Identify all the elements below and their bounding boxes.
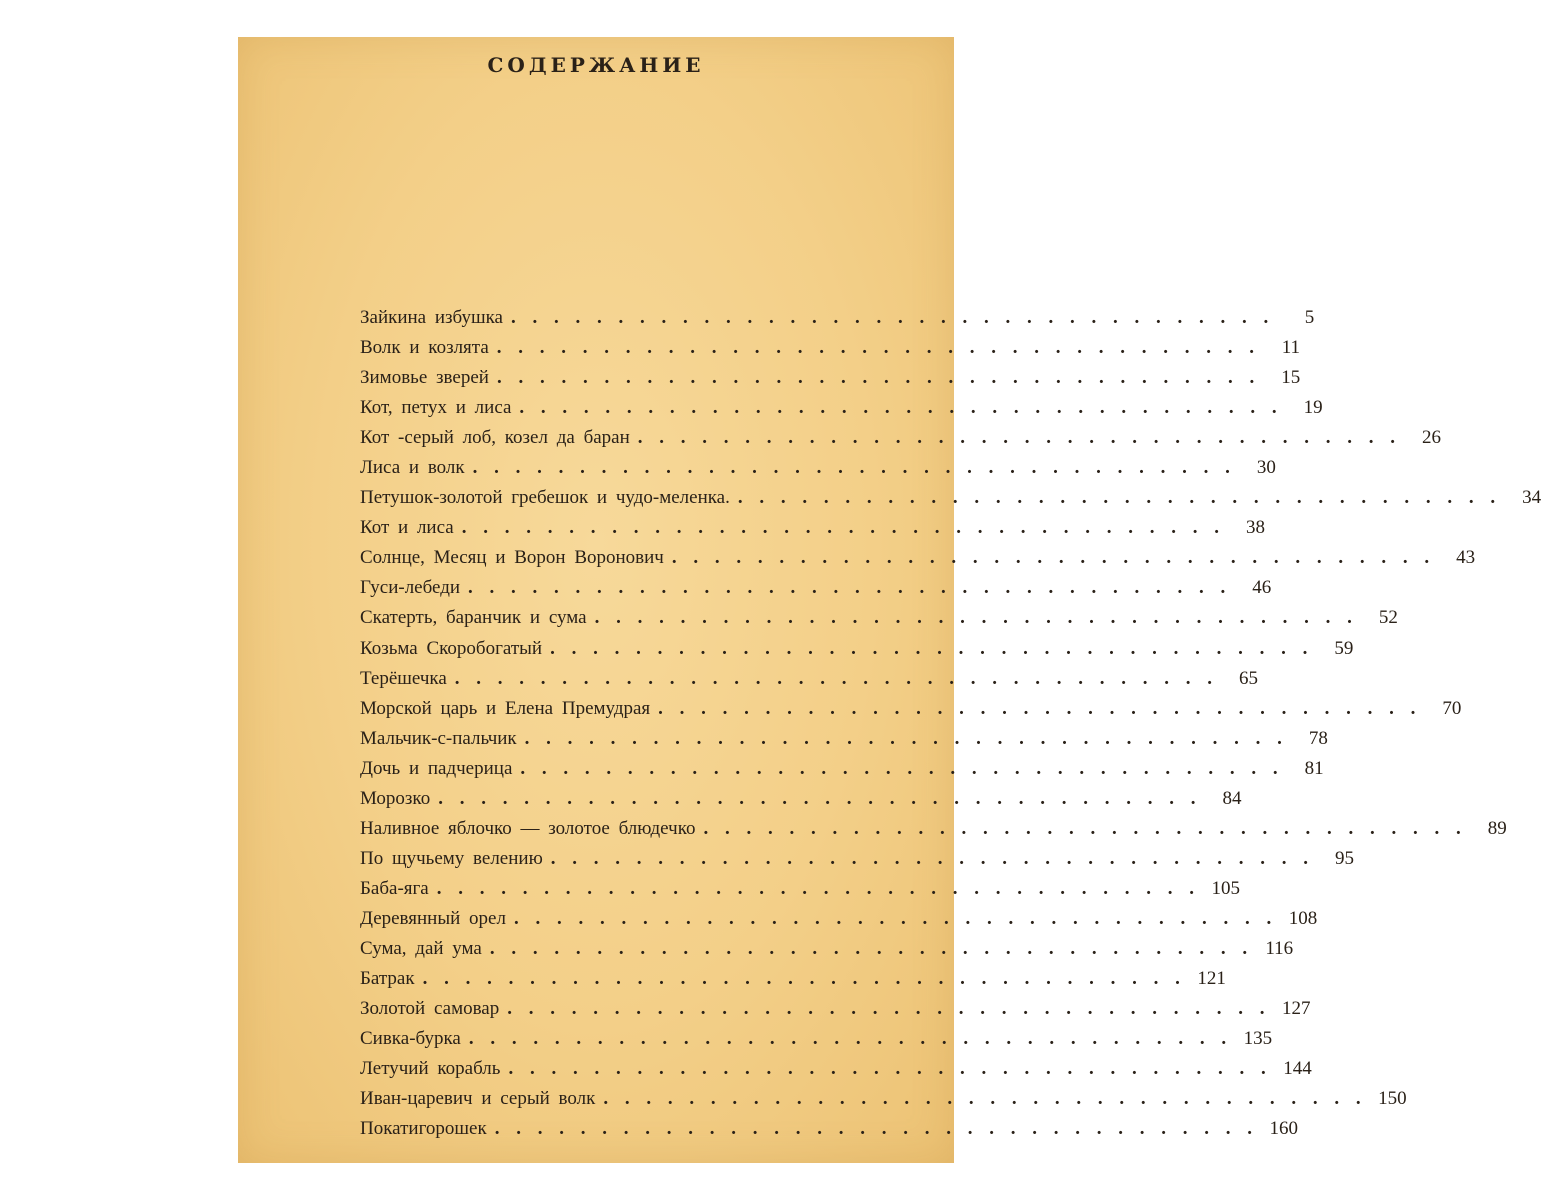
toc-entry	[360, 487, 1541, 517]
toc-entry-title: Золотой самовар	[360, 998, 500, 1020]
toc-entry	[360, 397, 1323, 427]
toc-entry-title: Петушок-золотой гребешок и чудо-меленка.	[360, 487, 730, 509]
dot-leader: . . . . . . . . . . . . . . . . . . . . . . . . . . . . . . . . . . . .	[496, 337, 1261, 359]
toc-entry-title: Деревянный орел	[360, 907, 506, 929]
dot-leader: . . . . . . . . . . . . . . . . . . . . . . . . . . . . . . . . . . . .	[658, 697, 1422, 719]
toc-entry-title: Скатерть, баранчик и сума	[360, 607, 587, 629]
dot-leader: . . . . . . . . . . . . . . . . . . . . . . . . . . . . . . . . . . . .	[671, 547, 1436, 569]
toc-entry-title: Кот -серый лоб, козел да баран	[360, 427, 630, 449]
toc-entry-page: 11	[1281, 337, 1301, 359]
toc-entry-title: Покатигорошек	[360, 1118, 487, 1140]
toc-entry-title: Солнце, Месяц и Ворон Воронович	[360, 547, 664, 569]
toc-entry-title: Терёшечка	[360, 667, 447, 689]
toc-entry-page: 15	[1281, 367, 1301, 389]
dot-leader: . . . . . . . . . . . . . . . . . . . . . . . . . . . . . . . . . . . .	[436, 877, 1200, 899]
toc-entry-page: 59	[1334, 637, 1354, 659]
toc-entry-title: Кот, петух и лиса	[360, 397, 512, 419]
toc-entry	[360, 847, 1355, 878]
toc-entry-title: Гуси-лебеди	[360, 577, 461, 599]
dot-leader: . . . . . . . . . . . . . . . . . . . . . . . . . . . . . . . . . . . .	[454, 667, 1219, 689]
toc-entry-page: 121	[1197, 968, 1226, 990]
toc-entry-page: 30	[1256, 457, 1276, 479]
toc-entry-title: Морозко	[360, 787, 431, 809]
toc-entry	[360, 457, 1276, 487]
toc-entry	[360, 667, 1259, 698]
toc-entry	[360, 517, 1265, 547]
dot-leader: . . . . . . . . . . . . . . . . . . . . . . . . . . . . . . . . . . . .	[472, 457, 1236, 479]
toc-entry-title: Морской царь и Елена Премудрая	[360, 697, 651, 719]
toc-entry-page: 160	[1269, 1118, 1298, 1140]
toc-entry-title: Летучий корабль	[360, 1058, 501, 1080]
toc-entry	[360, 1028, 1273, 1058]
toc-entry-page: 116	[1265, 937, 1294, 959]
toc-entry-title: Мальчик-с-пальчик	[360, 727, 517, 749]
dot-leader: . . . . . . . . . . . . . . . . . . . . . . . . . . . . . . . . . . . .	[507, 998, 1271, 1020]
dot-leader: . . . . . . . . . . . . . . . . . . . . . . . . . . . . . . . . . . . .	[468, 577, 1232, 599]
toc-entry-page: 38	[1245, 517, 1265, 539]
toc-entry-title: Иван-царевич и серый волк	[360, 1088, 596, 1110]
toc-entry-title: Наливное яблочко — золотое блюдечко	[360, 817, 696, 839]
toc-entry-page: 81	[1304, 757, 1324, 779]
toc-entry	[360, 998, 1311, 1028]
dot-leader: . . . . . . . . . . . . . . . . . . . . . . . . . . . . . . . . . . . .	[438, 787, 1202, 809]
toc-entry	[360, 727, 1328, 758]
toc-entry	[360, 757, 1324, 788]
toc-entry	[360, 307, 1315, 337]
toc-entry-title: Батрак	[360, 968, 415, 990]
toc-entry-title: Зимовье зверей	[360, 367, 489, 389]
dot-leader: . . . . . . . . . . . . . . . . . . . . . . . . . . . . . . . . . . . .	[594, 607, 1358, 629]
toc-entry-page: 70	[1442, 697, 1462, 719]
toc-entry	[360, 637, 1354, 668]
table-of-contents	[360, 307, 1541, 1148]
dot-leader: . . . . . . . . . . . . . . . . . . . . . . . . . . . . . . . . . . . .	[513, 907, 1278, 929]
toc-entry-page: 89	[1487, 817, 1507, 839]
toc-entry-page: 127	[1282, 998, 1311, 1020]
toc-entry-title: По щучьему велению	[360, 847, 543, 869]
dot-leader: . . . . . . . . . . . . . . . . . . . . . . . . . . . . . . . . . . . .	[703, 817, 1467, 839]
dot-leader: . . . . . . . . . . . . . . . . . . . . . . . . . . . . . . . . . . . .	[508, 1058, 1272, 1080]
toc-entry	[360, 907, 1318, 938]
dot-leader: . . . . . . . . . . . . . . . . . . . . . . . . . . . . . . . . . . . .	[496, 367, 1261, 389]
toc-entry-page: 135	[1243, 1028, 1273, 1050]
toc-entry	[360, 877, 1240, 908]
toc-entry-page: 108	[1288, 907, 1318, 929]
toc-entry	[360, 1118, 1298, 1148]
toc-entry	[360, 337, 1301, 367]
dot-leader: . . . . . . . . . . . . . . . . . . . . . . . . . . . . . . . . . . . .	[422, 968, 1186, 990]
toc-entry-page: 105	[1211, 877, 1240, 899]
toc-entry-title: Дочь и падчерица	[360, 757, 513, 779]
dot-leader: . . . . . . . . . . . . . . . . . . . . . . . . . . . . . . . . . . . .	[550, 637, 1314, 659]
toc-entry	[360, 367, 1301, 397]
dot-leader: . . . . . . . . . . . . . . . . . . . . . . . . . . . . . . . . . . . .	[519, 397, 1283, 419]
toc-entry	[360, 937, 1294, 968]
dot-leader: . . . . . . . . . . . . . . . . . . . . . . . . . . . . . . . . . . . .	[524, 727, 1288, 749]
toc-entry	[360, 697, 1462, 728]
toc-entry-title: Лиса и волк	[360, 457, 465, 479]
toc-entry	[360, 817, 1507, 848]
dot-leader: . . . . . . . . . . . . . . . . . . . . . . . . . . . . . . . . . . . .	[520, 757, 1284, 779]
toc-entry-page: 78	[1308, 727, 1328, 749]
toc-entry-page: 43	[1456, 547, 1476, 569]
toc-entry-page: 144	[1283, 1058, 1312, 1080]
dot-leader: . . . . . . . . . . . . . . . . . . . . . . . . . . . . . . . . . . . .	[637, 427, 1402, 449]
toc-entry-page: 34	[1522, 487, 1541, 509]
toc-entry-title: Сивка-бурка	[360, 1028, 461, 1050]
toc-entry-page: 5	[1304, 307, 1315, 328]
dot-leader: . . . . . . . . . . . . . . . . . . . . . . . . . . . . . . . . . . . .	[603, 1088, 1367, 1110]
toc-entry-title: Козьма Скоробогатый	[360, 637, 543, 659]
toc-entry-page: 84	[1222, 787, 1242, 809]
toc-entry	[360, 607, 1398, 637]
toc-entry-page: 46	[1252, 577, 1272, 599]
toc-entry	[360, 1088, 1407, 1118]
toc-entry	[360, 787, 1242, 818]
toc-entry-page: 150	[1378, 1088, 1407, 1110]
toc-entry	[360, 968, 1226, 998]
toc-entry	[360, 547, 1476, 577]
toc-entry	[360, 427, 1442, 457]
toc-entry-title: Кот и лиса	[360, 517, 454, 539]
dot-leader: . . . . . . . . . . . . . . . . . . . . . . . . . . . . . . . . . . . .	[511, 307, 1275, 328]
toc-entry	[360, 577, 1272, 607]
toc-entry-page: 65	[1239, 667, 1259, 689]
page-title: СОДЕРЖАНИЕ	[487, 53, 705, 77]
dot-leader: . . . . . . . . . . . . . . . . . . . . . . . . . . . . . . . . . . . .	[489, 937, 1254, 959]
dot-leader: . . . . . . . . . . . . . . . . . . . . . . . . . . . . . . . . . . . .	[737, 487, 1502, 509]
toc-entry-title: Сума, дай ума	[360, 937, 482, 959]
toc-entry-title: Зайкина избушка	[360, 307, 503, 328]
book-page	[238, 37, 1541, 1163]
toc-entry-title: Волк и козлята	[360, 337, 489, 359]
dot-leader: . . . . . . . . . . . . . . . . . . . . . . . . . . . . . . . . . . . .	[494, 1118, 1258, 1140]
toc-entry	[360, 1058, 1312, 1088]
toc-entry-title: Баба-яга	[360, 877, 429, 899]
toc-entry-page: 52	[1378, 607, 1398, 629]
toc-entry-page: 19	[1303, 397, 1323, 419]
dot-leader: . . . . . . . . . . . . . . . . . . . . . . . . . . . . . . . . . . . .	[461, 517, 1225, 539]
dot-leader: . . . . . . . . . . . . . . . . . . . . . . . . . . . . . . . . . . . .	[550, 847, 1315, 869]
dot-leader: . . . . . . . . . . . . . . . . . . . . . . . . . . . . . . . . . . . .	[468, 1028, 1233, 1050]
toc-entry-page: 26	[1422, 427, 1442, 449]
toc-entry-page: 95	[1335, 847, 1355, 869]
